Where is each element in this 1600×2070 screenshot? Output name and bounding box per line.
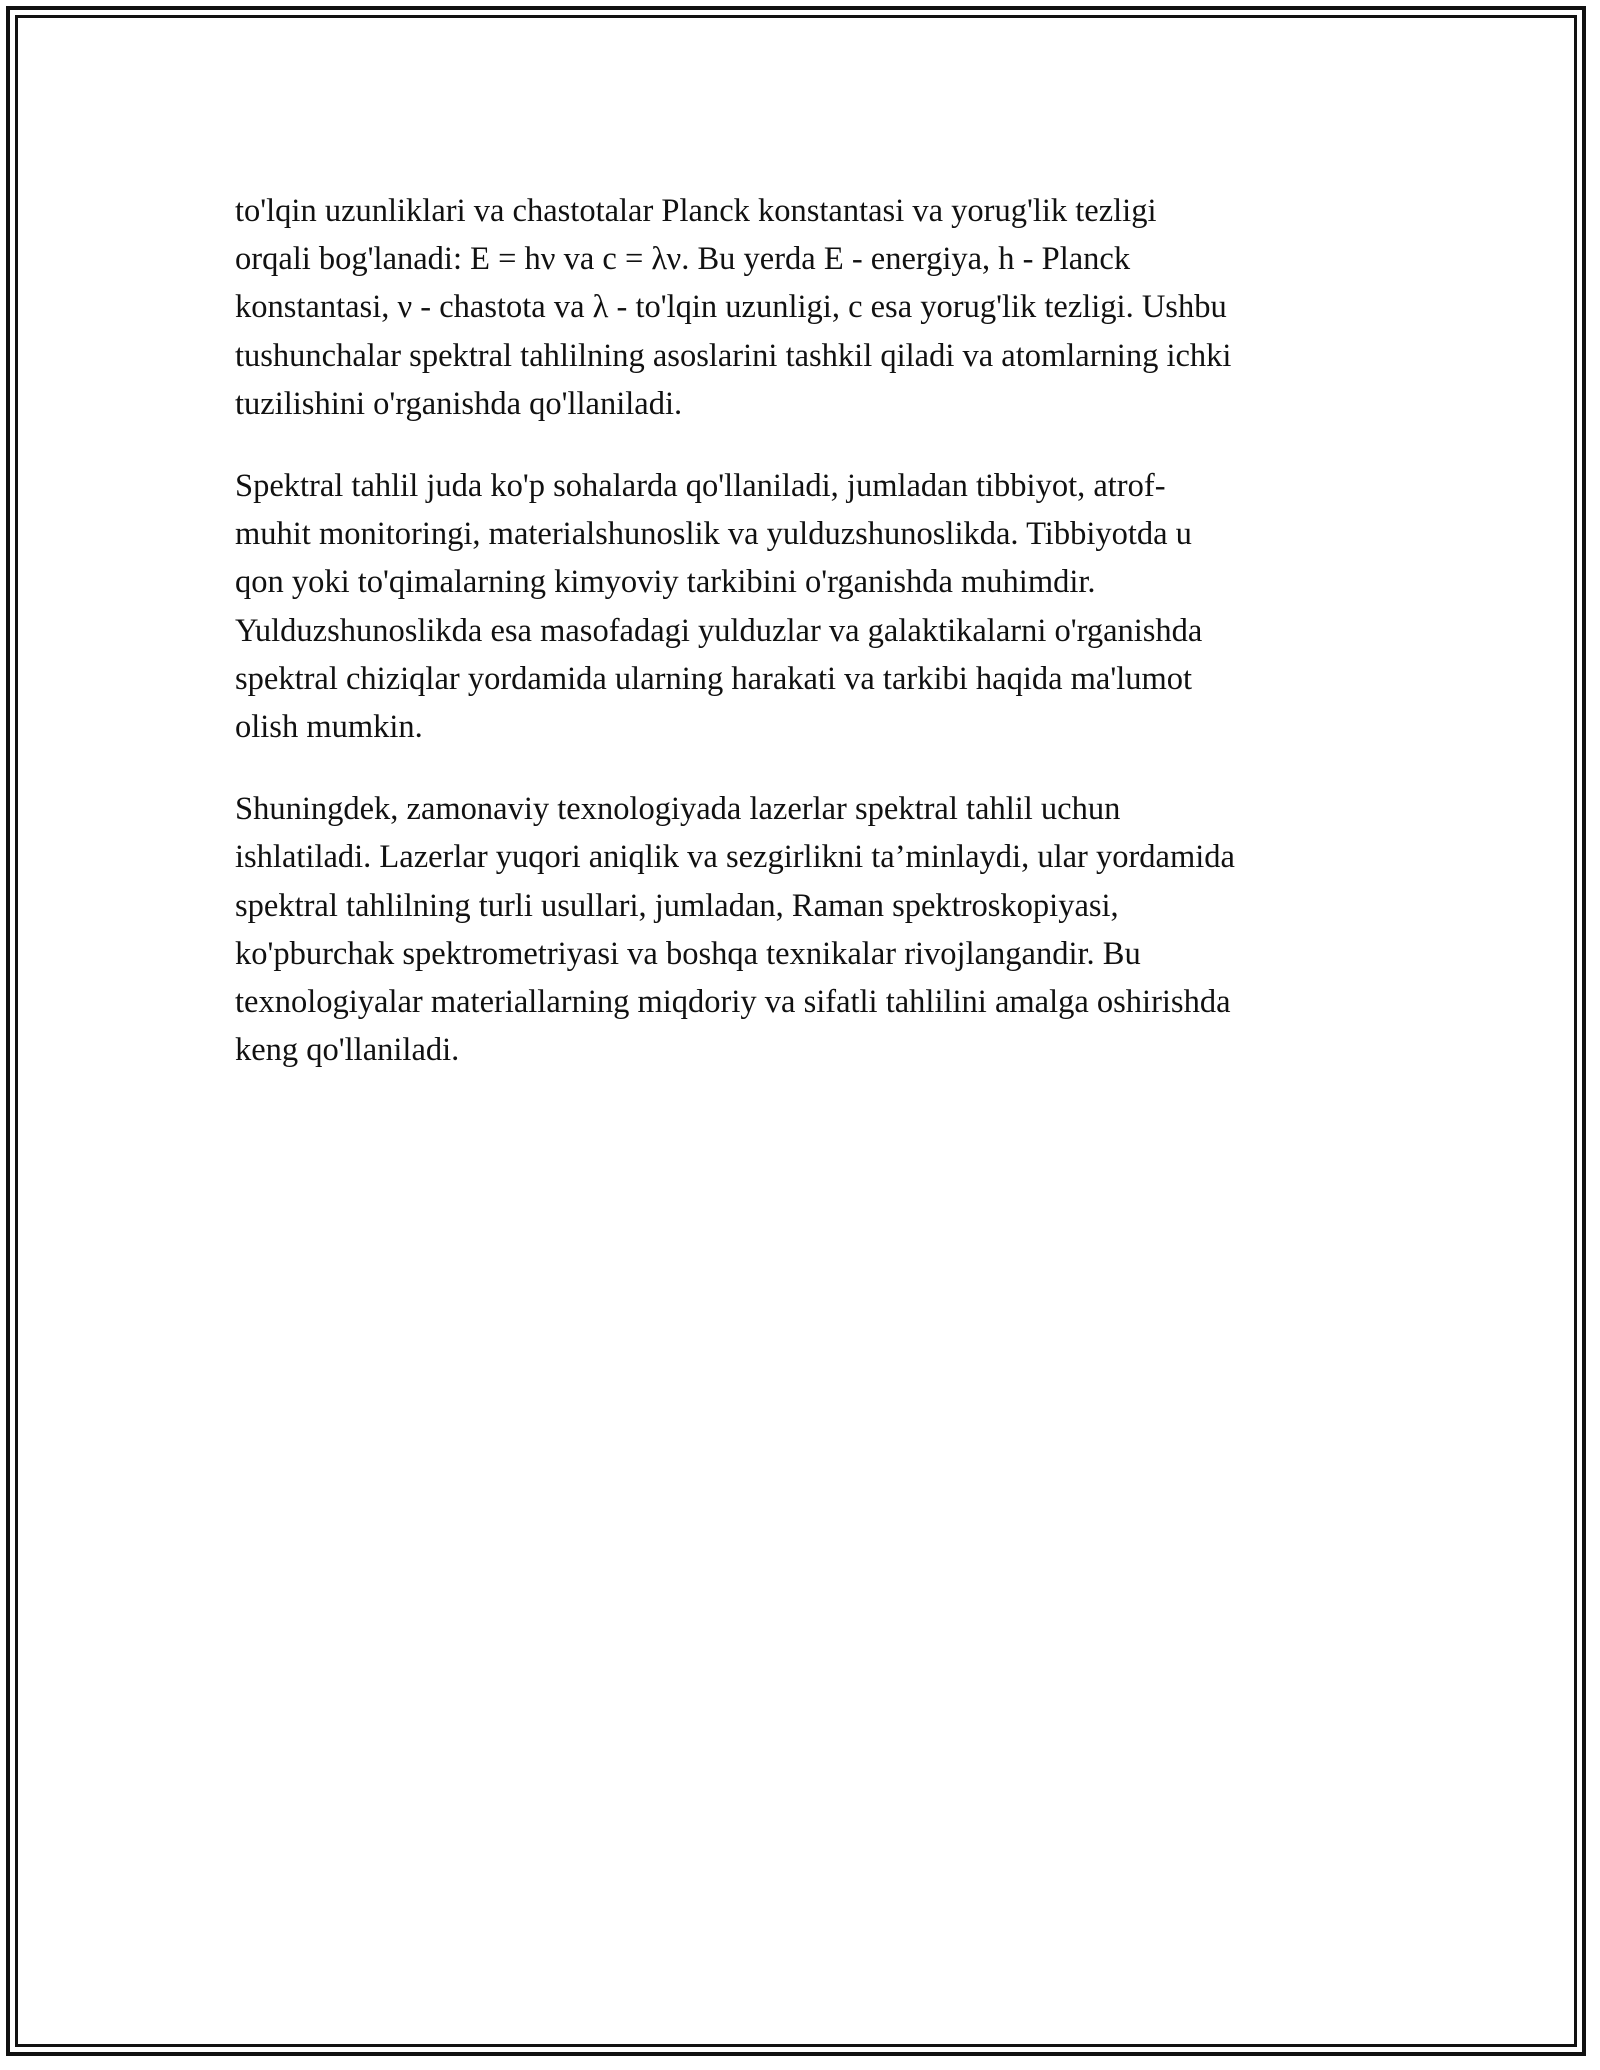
- paragraph-2: Spektral tahlil juda ko'p sohalarda qo'llaniladi, jumladan tibbiyot, atrof- muhit monitoringi, materialshunoslik va yulduzshunoslikda. Tibbiyotda u qon yoki to'qimalarning kimyoviy tarkibini o'rganishda muhimdir. Yulduzshunoslikda esa masofadagi yulduzlar va galaktikalarni o'rganishda spektral chiziqlar yordamida ularning harakati va tarkibi haqida ma'lumot olish mumkin.: [235, 468, 1203, 746]
- paragraph-3: Shuningdek, zamonaviy texnologiyada lazerlar spektral tahlil uchun ishlatiladi. Lazerlar yuqori aniqlik va sezgirlikni ta’minlaydi, ular yordamida spektral tahlilning turli usullari, jumladan, Raman spektroskopiyasi, ko'pburchak spektrometriyasi va boshqa texnikalar rivojlangandir. Bu texnologiyalar materiallarning miqdoriy va sifatli tahlilini amalga oshirishda keng qo'llaniladi.: [235, 791, 1235, 1069]
- document-body: [235, 187, 1375, 1108]
- paragraph-1: to'lqin uzunliklari va chastotalar Planck konstantasi va yorug'lik tezligi orqali bog'lanadi: E = hν va c = λν. Bu yerda E - energiya, h - Planck konstantasi, ν - chastota va λ - to'lqin uzunligi, c esa yorug'lik tezligi. Ushbu tushunchalar spektral tahlilning asoslarini tashkil qiladi va atomlarning ichki tuzilishini o'rganishda qo'llaniladi.: [235, 193, 1232, 422]
